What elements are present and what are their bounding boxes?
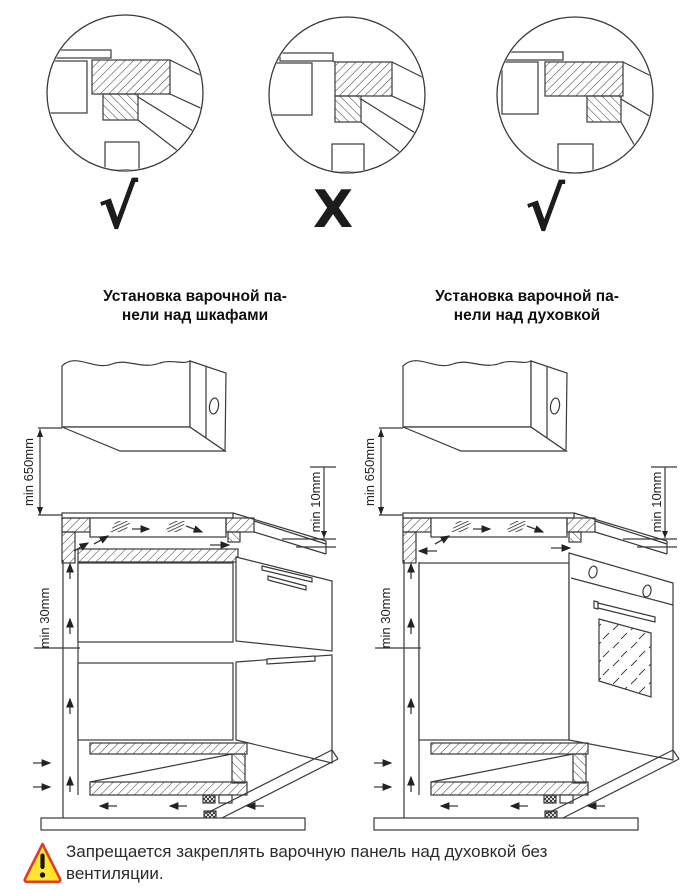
title-install-over-cabinets bbox=[35, 287, 355, 325]
oven-body bbox=[419, 563, 569, 740]
dimension-10mm bbox=[623, 467, 677, 547]
verdict-mark: X bbox=[312, 180, 354, 240]
dim-10-label: min 10mm bbox=[649, 471, 664, 533]
detail-figure-1 bbox=[45, 13, 205, 241]
verdict-mark: √ bbox=[524, 175, 566, 245]
hob-countertop-assembly bbox=[403, 513, 667, 563]
exclamation-dot bbox=[40, 872, 45, 877]
dimension-30mm bbox=[375, 588, 421, 649]
foot-block bbox=[203, 795, 215, 803]
installation-diagram-oven bbox=[341, 335, 682, 835]
wall-cabinet bbox=[403, 361, 567, 451]
mounting-detail-incorrect bbox=[267, 15, 427, 175]
mounting-detail-correct-2 bbox=[495, 15, 655, 175]
dim-650-label: min 650mm bbox=[21, 438, 36, 506]
dimension-10mm bbox=[282, 467, 336, 547]
title-line-2: нели над шкафами bbox=[121, 307, 269, 324]
warning-line-1: Запрещается закреплять варочную панель над духовкой без bbox=[66, 842, 548, 861]
dim-650-label: min 650mm bbox=[362, 438, 377, 506]
drawer-front-bottom bbox=[236, 655, 332, 763]
title-line-2: нели над духовкой bbox=[453, 307, 601, 324]
detail-figure-2 bbox=[267, 15, 427, 243]
warning-note bbox=[22, 840, 672, 884]
dimension-30mm bbox=[34, 588, 80, 649]
detail-figure-3 bbox=[495, 15, 655, 243]
warning-text bbox=[66, 840, 547, 884]
warning-triangle-icon bbox=[22, 840, 63, 884]
hob-countertop-assembly bbox=[62, 513, 326, 563]
mounting-detail-correct-1 bbox=[45, 13, 205, 173]
floor-base bbox=[374, 818, 638, 830]
title-install-over-oven bbox=[367, 287, 682, 325]
exclamation-bar bbox=[40, 854, 44, 870]
plinth-assembly bbox=[431, 743, 679, 821]
wall-cabinet bbox=[62, 361, 226, 451]
installation-diagram-cabinets bbox=[0, 335, 341, 835]
dim-10-label: min 10mm bbox=[308, 471, 323, 533]
dimension-650mm bbox=[362, 428, 403, 515]
warning-line-2: вентиляции. bbox=[66, 863, 164, 883]
dim-30-label: min 30mm bbox=[378, 587, 393, 649]
dimension-650mm bbox=[21, 428, 62, 515]
title-line-1: Установка варочной па- bbox=[435, 288, 619, 305]
title-line-1: Установка варочной па- bbox=[103, 288, 287, 305]
built-in-oven bbox=[404, 553, 673, 818]
verdict-mark: √ bbox=[97, 173, 139, 243]
foot-block bbox=[544, 795, 556, 803]
floor-base bbox=[41, 818, 305, 830]
dim-30-label: min 30mm bbox=[37, 587, 52, 649]
